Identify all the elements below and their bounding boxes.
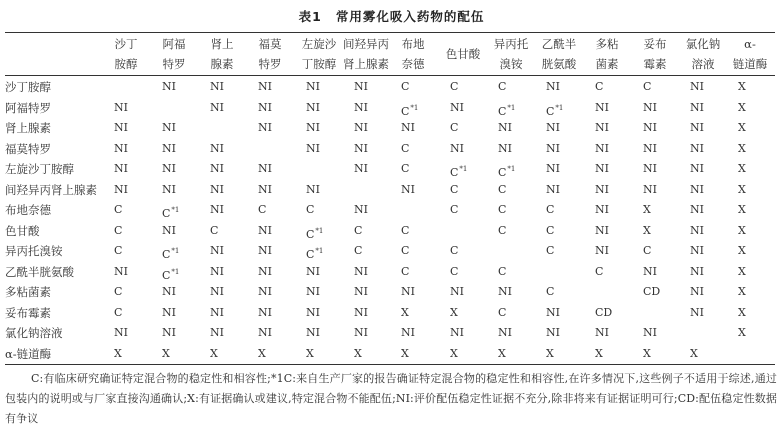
table-cell: C bbox=[450, 121, 459, 134]
table-cell: NI bbox=[258, 264, 272, 278]
table-cell: $C^{*1}$ bbox=[162, 267, 180, 282]
column-header-line: 沙丁 bbox=[114, 37, 138, 51]
table-cell: NI bbox=[498, 326, 512, 339]
table-cell: NI bbox=[258, 223, 272, 237]
table-cell: $C^{*1}$ bbox=[162, 247, 180, 261]
table-header-rule bbox=[5, 75, 775, 76]
table-cell: C bbox=[498, 305, 507, 319]
column-header-line: 布地 bbox=[401, 37, 425, 51]
table-cell: X bbox=[401, 305, 409, 319]
table-cell: NI bbox=[258, 100, 272, 114]
table-cell: C bbox=[643, 80, 652, 93]
table-cell: NI bbox=[401, 285, 415, 298]
table-cell: NI bbox=[162, 162, 176, 175]
table-cell: NI bbox=[450, 285, 464, 298]
table-cell: NI bbox=[210, 100, 224, 114]
column-header-line: 奈德 bbox=[401, 57, 425, 71]
table-cell: X bbox=[738, 223, 746, 237]
table-cell: NI bbox=[690, 244, 704, 257]
table-cell: C bbox=[498, 80, 507, 93]
table-cell: NI bbox=[354, 141, 368, 155]
table-cell: NI bbox=[546, 182, 560, 196]
table-cell: NI bbox=[498, 141, 512, 155]
table-cell: X bbox=[738, 285, 746, 298]
row-label: 妥布霉素 bbox=[5, 305, 51, 320]
table-cell: NI bbox=[354, 305, 368, 319]
table-cell: $C^{*1}$ bbox=[450, 165, 468, 179]
table-cell: NI bbox=[306, 100, 320, 114]
table-cell: NI bbox=[258, 182, 272, 196]
table-cell: NI bbox=[546, 305, 560, 319]
row-label: 色甘酸 bbox=[5, 223, 40, 238]
table-cell: NI bbox=[401, 182, 415, 196]
table-cell: NI bbox=[643, 326, 657, 339]
table-cell: NI bbox=[690, 203, 704, 216]
table-cell: C bbox=[546, 244, 555, 257]
table-cell: NI bbox=[450, 326, 464, 339]
column-header-line: 妥布 bbox=[643, 37, 667, 51]
table-cell: C bbox=[450, 264, 459, 278]
table-cell: $C^{*1}$ bbox=[498, 165, 516, 179]
table-cell: C bbox=[498, 223, 507, 237]
table-cell: NI bbox=[546, 121, 560, 134]
table-cell: $C^{*1}$ bbox=[546, 103, 564, 118]
table-cell: NI bbox=[546, 326, 560, 339]
table-cell: NI bbox=[258, 326, 272, 339]
column-header-line: 胺醇 bbox=[114, 57, 138, 71]
table-cell: C bbox=[114, 203, 123, 216]
table-cell: NI bbox=[162, 121, 176, 134]
table-cell: NI bbox=[690, 182, 704, 196]
row-label: 间羟异丙肾上腺素 bbox=[5, 182, 97, 197]
table-cell: NI bbox=[354, 326, 368, 339]
table-cell: C bbox=[354, 244, 363, 257]
table-cell: C bbox=[498, 264, 507, 278]
table-cell: NI bbox=[595, 121, 609, 134]
table-cell: C bbox=[498, 182, 507, 196]
column-header-line: 霉素 bbox=[643, 57, 667, 71]
table-cell: C bbox=[401, 141, 410, 155]
row-label: 氯化钠溶液 bbox=[5, 326, 63, 340]
table-cell: NI bbox=[643, 121, 657, 134]
table-cell: X bbox=[738, 100, 746, 114]
table-cell: C bbox=[306, 203, 315, 216]
table-cell: NI bbox=[306, 182, 320, 196]
table-cell: X bbox=[546, 346, 554, 360]
table-cell: NI bbox=[114, 100, 128, 114]
table-cell: C bbox=[401, 80, 410, 93]
table-cell: NI bbox=[210, 285, 224, 298]
table-title bbox=[0, 7, 783, 25]
table-cell: NI bbox=[306, 141, 320, 155]
table-cell: C bbox=[401, 264, 410, 278]
table-cell: X bbox=[114, 346, 122, 360]
table-cell: $C^{*1}$ bbox=[401, 103, 419, 118]
table-cell: C bbox=[643, 244, 652, 257]
table-cell: C bbox=[546, 223, 555, 237]
table-cell: X bbox=[738, 203, 746, 216]
column-header-line: 肾上腺素 bbox=[343, 57, 389, 71]
row-label: 左旋沙丁胺醇 bbox=[5, 162, 74, 176]
table-cell: X bbox=[401, 346, 409, 360]
table-cell: C bbox=[450, 203, 459, 216]
table-cell: NI bbox=[354, 121, 368, 134]
table-cell: C bbox=[354, 223, 363, 237]
table-cell: NI bbox=[210, 162, 224, 175]
table-cell: NI bbox=[450, 100, 464, 114]
table-cell: X bbox=[738, 264, 746, 278]
table-cell: NI bbox=[450, 141, 464, 155]
table-cell: NI bbox=[643, 141, 657, 155]
table-cell: X bbox=[690, 346, 698, 360]
table-cell: X bbox=[450, 346, 458, 360]
table-cell: NI bbox=[114, 121, 128, 134]
table-cell: NI bbox=[114, 182, 128, 196]
table-cell: NI bbox=[162, 141, 176, 155]
row-label: 肾上腺素 bbox=[5, 121, 51, 135]
table-cell: X bbox=[162, 346, 170, 360]
table-cell: X bbox=[258, 346, 266, 360]
table-cell: NI bbox=[595, 244, 609, 257]
table-cell: NI bbox=[546, 162, 560, 175]
table-cell: NI bbox=[690, 121, 704, 134]
table-cell: C bbox=[258, 203, 267, 216]
column-header-line: 菌素 bbox=[595, 57, 619, 71]
column-header-line: 肾上 bbox=[210, 37, 234, 51]
table-cell: NI bbox=[306, 264, 320, 278]
table-cell: X bbox=[738, 326, 746, 339]
table-cell: X bbox=[738, 162, 746, 175]
column-header-line: 溴铵 bbox=[499, 57, 523, 71]
table-cell: C bbox=[450, 244, 459, 257]
table-cell: $C^{*1}$ bbox=[306, 247, 324, 261]
row-label: 异丙托溴铵 bbox=[5, 244, 63, 258]
table-cell: NI bbox=[690, 141, 704, 155]
table-cell: NI bbox=[210, 305, 224, 319]
row-label: 阿福特罗 bbox=[5, 100, 51, 115]
table-cell: X bbox=[210, 346, 218, 360]
table-cell: NI bbox=[258, 121, 272, 134]
table-cell: NI bbox=[354, 80, 368, 93]
table-cell: NI bbox=[210, 264, 224, 278]
row-label: 布地奈德 bbox=[5, 203, 51, 217]
table-cell: NI bbox=[258, 305, 272, 319]
table-cell: $C^{*1}$ bbox=[306, 226, 324, 241]
table-cell: X bbox=[643, 223, 651, 237]
column-header-line: 左旋沙 bbox=[301, 37, 337, 51]
table-cell: X bbox=[738, 244, 746, 257]
table-cell: NI bbox=[643, 264, 657, 278]
table-cell: NI bbox=[595, 182, 609, 196]
column-header-line: 色甘酸 bbox=[445, 47, 481, 61]
table-cell: C bbox=[546, 203, 555, 216]
table-cell: NI bbox=[258, 162, 272, 175]
table-cell: NI bbox=[258, 244, 272, 257]
table-cell: NI bbox=[546, 141, 560, 155]
table-caption: 常用雾化吸入药物的配伍 bbox=[335, 9, 485, 24]
table-cell: NI bbox=[595, 100, 609, 114]
table-cell: C bbox=[450, 80, 459, 93]
row-label: 沙丁胺醇 bbox=[5, 80, 51, 94]
column-header-line: 间羟异丙 bbox=[343, 37, 389, 51]
table-cell: NI bbox=[401, 121, 415, 134]
table-cell: NI bbox=[114, 326, 128, 339]
column-header bbox=[720, 34, 780, 74]
column-header-line: α- bbox=[744, 37, 756, 51]
table-cell: NI bbox=[354, 162, 368, 175]
table-cell: C bbox=[114, 244, 123, 257]
column-header-line: 异丙托 bbox=[493, 37, 529, 51]
column-header-line: 溶液 bbox=[691, 57, 715, 71]
column-header-line: 胱氨酸 bbox=[541, 57, 577, 71]
column-header-line: 乙酰半 bbox=[541, 37, 577, 51]
table-cell: C bbox=[401, 162, 410, 175]
table-cell: NI bbox=[210, 80, 224, 93]
table-cell: NI bbox=[306, 326, 320, 339]
column-header-line: 福莫 bbox=[258, 37, 282, 51]
table-cell: NI bbox=[354, 264, 368, 278]
table-cell: NI bbox=[306, 285, 320, 298]
table-cell: NI bbox=[258, 80, 272, 93]
column-header-line: 丁胺醇 bbox=[301, 57, 337, 71]
table-cell: NI bbox=[114, 264, 128, 278]
table-cell: NI bbox=[595, 326, 609, 339]
table-cell: NI bbox=[643, 100, 657, 114]
table-cell: X bbox=[738, 141, 746, 155]
table-cell: C bbox=[210, 223, 219, 237]
table-cell: NI bbox=[210, 141, 224, 155]
table-cell: NI bbox=[643, 162, 657, 175]
table-cell: NI bbox=[162, 326, 176, 339]
table-cell: NI bbox=[306, 305, 320, 319]
table-cell: X bbox=[738, 305, 746, 319]
table-cell: NI bbox=[306, 121, 320, 134]
table-cell: NI bbox=[354, 100, 368, 114]
table-cell: NI bbox=[114, 162, 128, 175]
table-cell: NI bbox=[546, 80, 560, 93]
column-header-line: 特罗 bbox=[258, 57, 282, 71]
table-cell: X bbox=[738, 182, 746, 196]
table-cell: NI bbox=[643, 182, 657, 196]
table-cell: NI bbox=[306, 80, 320, 93]
table-cell: NI bbox=[210, 326, 224, 339]
table-cell: X bbox=[643, 346, 651, 360]
table-cell: NI bbox=[595, 203, 609, 216]
table-bottom-rule bbox=[5, 364, 775, 365]
row-label: 乙酰半胱氨酸 bbox=[5, 264, 74, 279]
table-cell: NI bbox=[114, 141, 128, 155]
table-cell: NI bbox=[162, 285, 176, 298]
table-cell: X bbox=[738, 121, 746, 134]
table-cell: C bbox=[114, 305, 123, 319]
table-cell: C bbox=[114, 223, 123, 237]
column-header-line: 多粘 bbox=[595, 37, 619, 51]
table-cell: X bbox=[643, 203, 651, 216]
table-cell: NI bbox=[498, 285, 512, 298]
column-header-line: 链道酶 bbox=[732, 57, 768, 71]
column-header-line: 特罗 bbox=[162, 57, 186, 71]
table-cell: NI bbox=[401, 326, 415, 339]
table-number: 表1 bbox=[298, 9, 322, 24]
table-cell: NI bbox=[210, 203, 224, 216]
table-cell: NI bbox=[162, 80, 176, 93]
table-cell: C bbox=[450, 182, 459, 196]
column-header-line: 腺素 bbox=[210, 57, 234, 71]
table-footnote: C:有临床研究确证特定混合物的稳定性和相容性;*1C:来自生产厂家的报告确证特定混合物的稳定性和相容性,在许多情况下,这些例子不适用于综述,通过包装内的说明或与厂家直接沟通确认;X:有证据确认或建议,特定混合物不能配伍;NI:评价配伍稳定性证据不充分,除非将来有证据证明可行;CD:配伍稳定性数据有争议 bbox=[5, 372, 777, 425]
table-cell: C bbox=[401, 223, 410, 237]
table-cell: NI bbox=[690, 80, 704, 93]
table-cell: CD bbox=[595, 305, 613, 319]
row-label: α-链道酶 bbox=[5, 346, 52, 361]
table-cell: X bbox=[498, 346, 506, 360]
table-cell: NI bbox=[595, 141, 609, 155]
table-cell: CD bbox=[643, 285, 661, 298]
table-cell: NI bbox=[210, 244, 224, 257]
table-cell: C bbox=[401, 244, 410, 257]
table-cell: NI bbox=[690, 264, 704, 278]
table-cell: X bbox=[306, 346, 314, 360]
table-cell: NI bbox=[354, 285, 368, 298]
table-cell: NI bbox=[595, 223, 609, 237]
table-cell: C bbox=[498, 203, 507, 216]
table-cell: NI bbox=[162, 223, 176, 237]
table-cell: NI bbox=[258, 285, 272, 298]
table-cell: NI bbox=[690, 100, 704, 114]
table-cell: NI bbox=[162, 305, 176, 319]
table-cell: NI bbox=[162, 182, 176, 196]
table-cell: C bbox=[595, 264, 604, 278]
table-cell: X bbox=[738, 80, 746, 93]
table-cell: X bbox=[354, 346, 362, 360]
table-cell: C bbox=[114, 285, 123, 298]
table-cell: NI bbox=[690, 162, 704, 175]
table-cell: C bbox=[546, 285, 555, 298]
table-cell: $C^{*1}$ bbox=[498, 103, 516, 118]
table-cell: X bbox=[595, 346, 603, 360]
row-label: 福莫特罗 bbox=[5, 141, 51, 156]
table-cell: NI bbox=[498, 121, 512, 134]
table-cell: C bbox=[595, 80, 604, 93]
column-header-line: 阿福 bbox=[162, 37, 186, 51]
table-cell: NI bbox=[354, 203, 368, 216]
table-cell: NI bbox=[690, 305, 704, 319]
table-cell: NI bbox=[210, 182, 224, 196]
column-header-line: 氯化钠 bbox=[685, 37, 721, 51]
table-cell: NI bbox=[690, 285, 704, 298]
table-cell: NI bbox=[595, 162, 609, 175]
table-cell: NI bbox=[690, 223, 704, 237]
table-cell: $C^{*1}$ bbox=[162, 206, 180, 220]
table-cell: X bbox=[450, 305, 458, 319]
row-label: 多粘菌素 bbox=[5, 285, 51, 299]
